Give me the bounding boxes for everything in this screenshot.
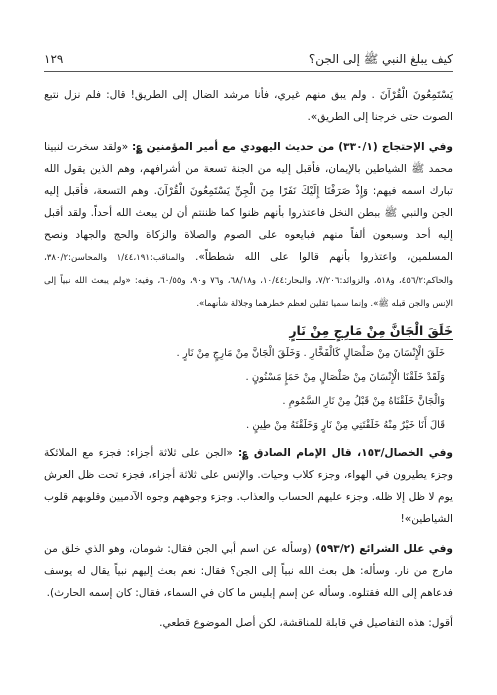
references: والمناقب:١/٤٤،١٩١ والمحاسن:٣٨٠/٢، والحاكم:٤٥٦/٢، و٥١٨، والزوائد:٧/٢٠٦، والبحار:١٠/٤٤، و٦٨/١٨، و٧٦ و٩٠، و٦٠/٥٥، وفيه: «ولم يبعث الله نبياً إلى الإنس والجن قبله ﷺ». وإنما سميا ثقلين لعظم خطرهما وجلالة شأنهما». <box>44 253 454 309</box>
paragraph-ilal <box>44 538 453 604</box>
paragraph-ihtijaj <box>44 136 453 315</box>
running-title: كيف يبلغ النبي ﷺ إلى الجن؟ <box>308 52 453 66</box>
verse: وَالْجَانَّ خَلَقْنَاهُ مِنْ قَبْلُ مِنْ نَارِ السَّمُومِ . <box>282 396 445 407</box>
verse: خَلَقَ الْإِنْسَانَ مِنْ صَلْصَالٍ كَالْفَخَّارِ . وَخَلَقَ الْجَانَّ مِنْ مَارِجٍ مِنْ نَارٍ . <box>176 348 445 359</box>
section-heading: خَلَقَ الْجَانَّ مِنْ مَارِجٍ مِنْ نَارٍ <box>289 323 453 338</box>
verse: وَلَقَدْ خَلَقْنَا الْإِنْسَانَ مِنْ صَلْصَالٍ مِنْ حَمَإٍ مَسْنُونٍ . <box>245 372 445 383</box>
paragraph-lead: وفي علل الشرائع (٥٩٣/٢) <box>315 543 453 555</box>
page-header <box>44 52 453 69</box>
page-body <box>44 84 453 642</box>
verse-list <box>44 342 453 438</box>
header-divider <box>44 71 453 72</box>
paragraph-lead: وفي الإحتجاج (٣٣٠/١) من حديث اليهودي مع أمير المؤمنين ؏: <box>132 141 453 153</box>
paragraph-continuation: يَسْتَمِعُونَ الْقُرْآنَ . ولم يبق منهم غيري، فأنا مرشد الضال إلى الطريق! قال: فلم نزل نتبع الصوت حتى خرجنا إلى الطريق». <box>44 89 453 123</box>
paragraph-conclusion: أقول: هذه التفاصيل في قابلة للمناقشة، لكن أصل الموضوع قطعي. <box>159 617 453 629</box>
page-number: ١٢٩ <box>44 52 64 66</box>
paragraph-khisal <box>44 442 453 530</box>
paragraph-quote: (وسأله عن اسم أبي الجن فقال: شومان، وهو الذي خلق من مارج من نار. وسأله: هل بعث الله نبياً إلى الجن؟ فقال: نعم بعث إليهم نبياً يقال له يوسف فدعاهم إلى الله فقتلوه. وسأله عن إسم إبليس ما كان في السماء، فقال: كان إسمه الحارث). <box>44 543 453 599</box>
paragraph-lead: وفي الخصال/١٥٣، قال الإمام الصادق ؏: <box>238 447 453 459</box>
paragraph-quote: «الجن على ثلاثة أجزاء: فجزء مع الملائكة وجزء يطيرون في الهواء، وجزء كلاب وحيات. والإنس على ثلاثة أجزاء، فجزء تحت ظل العرش يوم لا ظل إلا ظله. وجزء عليهم الحساب والعذاب. وجزء وجوههم وجوه الآدميين وقلوبهم قلوب الشياطين»! <box>44 447 453 525</box>
paragraph-quote: «ولقد سخرت لنبينا محمد ﷺ الشياطين بالإيمان، فأقبل إليه من الجنة تسعة من أشرافهم، وهم الذين يقول الله تبارك اسمه فيهم: وَإِذْ صَرَفْنَا إِلَيْكَ نَفَرًا مِنَ الْجِنِّ يَسْتَمِعُونَ الْقُرْآنَ. وهم التسعة، فأقبل إليه الجن والنبي ﷺ ببطن النخل فاعتذروا بأنهم ظنوا كما ظننتم أن لن يبعث الله أحداً. ولقد أقبل إليه أحد وسبعون ألفاً منهم فبايعوه على الصوم والصلاة والزكاة والحج والجهاد ونصح المسلمين، واعتذروا بأنهم قالوا على الله شططاً». <box>44 141 454 263</box>
verse: قَالَ أَنَا خَيْرٌ مِنْهُ خَلَقْتَنِي مِنْ نَارٍ وَخَلَقْتَهُ مِنْ طِينٍ . <box>246 420 445 431</box>
